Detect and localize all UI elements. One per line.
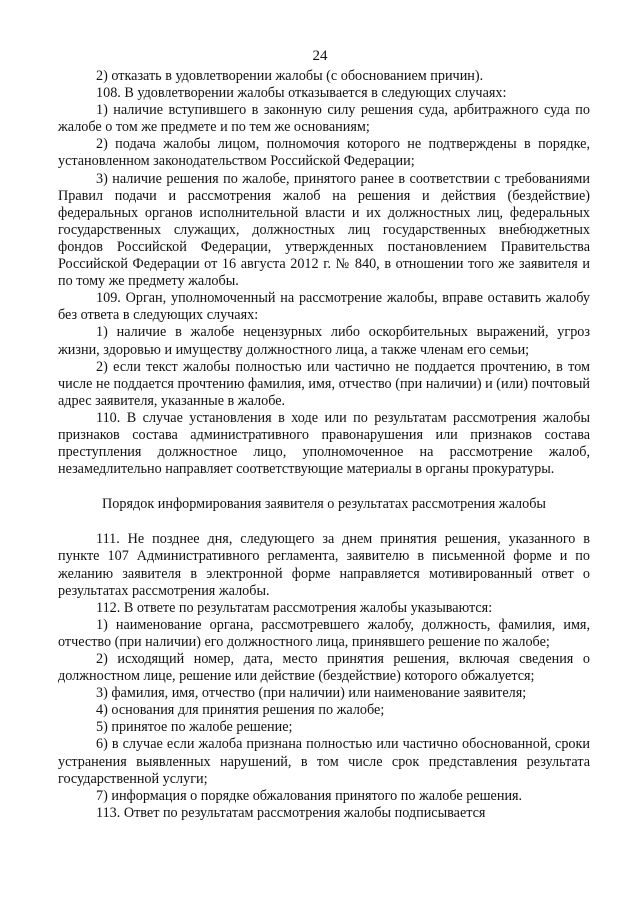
paragraph: 112. В ответе по результатам рассмотрения жалобы указываются: (96, 599, 493, 616)
paragraph: 1) наличие вступившего в законную силу решения суда, арбитражного суда по жалобе о том же предмете и по тем же основаниям; (58, 102, 590, 136)
paragraph: 2) если текст жалобы полностью или частично не поддается прочтению, в том числе не поддается прочтению фамилия, имя, отчество (при наличии) и (или) почтовый адрес заявителя, указанные в жалобе. (58, 358, 590, 409)
paragraph: 1) наименование органа, рассмотревшего жалобу, должность, фамилия, имя, отчество (при наличии) его должностного лица, принявшего решение по жалобе; (58, 616, 590, 650)
paragraph: 2) отказать в удовлетворении жалобы (с обоснованием причин). (96, 68, 484, 84)
paragraph: 2) исходящий номер, дата, место принятия решения, включая сведения о должностном лице, решение или действие (бездействие) которого обжалуется; (58, 651, 590, 685)
document-body (58, 68, 590, 822)
paragraph: 3) фамилия, имя, отчество (при наличии) или наименование заявителя; (96, 685, 527, 702)
paragraph: 5) принятое по жалобе решение; (96, 719, 293, 736)
paragraph: 3) наличие решения по жалобе, принятого ранее в соответствии с требованиями Правил подачи и рассмотрения жалоб на решения и действия (бездействие) федеральных органов исполнительной власти и их должностных лиц, федеральных государственных служащих, должностных лиц государственных внебюджетных фондов Российской Федерации, утвержденных постановлением Правительства Российской Федерации от 16 августа 2012 г. № 840, в отношении того же заявителя и по тому же предмету жалобы. (58, 170, 590, 290)
page-number: 24 (312, 48, 328, 64)
paragraph: 1) наличие в жалобе нецензурных либо оскорбительных выражений, угроз жизни, здоровью и имуществу должностного лица, а также членам его семьи; (58, 324, 590, 358)
paragraph: 7) информация о порядке обжалования принятого по жалобе решения. (96, 787, 523, 804)
section-heading: Порядок информирования заявителя о результатах рассмотрения жалобы (102, 496, 546, 513)
paragraph: 108. В удовлетворении жалобы отказывается в следующих случаях: (96, 85, 507, 102)
paragraph: 6) в случае если жалоба признана полностью или частично обоснованной, сроки устранения выявленных нарушений, в том числе срок представления результата государственной услуги; (58, 736, 590, 787)
paragraph: 113. Ответ по результатам рассмотрения жалобы подписывается (96, 804, 486, 821)
paragraph: 109. Орган, уполномоченный на рассмотрение жалобы, вправе оставить жалобу без ответа в следующих случаях: (58, 290, 590, 324)
paragraph: 110. В случае установления в ходе или по результатам рассмотрения жалобы признаков состава административного правонарушения или признаков состава преступления должностное лицо, уполномоченное на рассмотрение жалоб, незамедлительно направляет соответствующие материалы в органы прокуратуры. (58, 409, 590, 478)
paragraph: 111. Не позднее дня, следующего за днем принятия решения, указанного в пункте 107 Административного регламента, заявителю в письменной форме и по желанию заявителя в электронной форме направляется мотивированный ответ о результатах рассмотрения жалобы. (58, 531, 590, 599)
paragraph: 4) основания для принятия решения по жалобе; (96, 702, 385, 719)
paragraph: 2) подача жалобы лицом, полномочия которого не подтверждены в порядке, установленном законодательством Российской Федерации; (58, 136, 590, 170)
